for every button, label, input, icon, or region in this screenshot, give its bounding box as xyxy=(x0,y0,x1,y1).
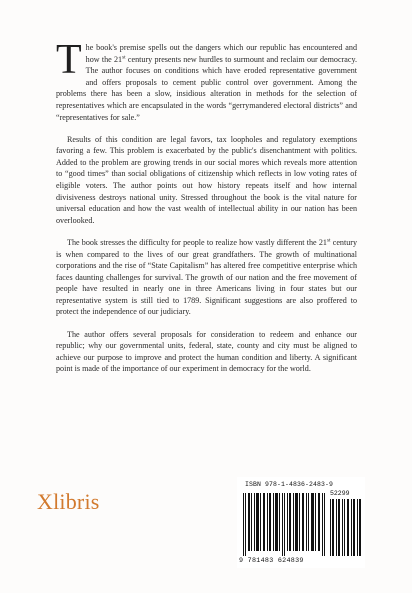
paragraph-3 xyxy=(56,237,357,318)
ean-digits: 9 781483 624839 xyxy=(239,557,304,565)
blurb-text xyxy=(56,37,358,385)
price-code: 52299 xyxy=(330,490,350,497)
drop-cap: T xyxy=(56,37,82,83)
paragraph-2: Results of this condition are legal favors, tax loopholes and regulatory exemptions favoring a few. This problem is exacerbated by the public's disenchantment with politics. Added to the problem are growing trends in our social mores which reveals more attention to “good times” than social obligations of citizenship which reflects in low voting rates of eligible voters. The author points out how history repeats itself and how internal divisiveness destroys national unity. Stressed throughout the book is the vital nature for universal education and how the vast wealth of intellectual ability in our nation has been overlooked. xyxy=(56,134,357,225)
paragraph-1 xyxy=(56,37,358,123)
ean-barcode-bars xyxy=(241,493,327,556)
paragraph-3-text-b: century is when compared to the lives of our great grandfathers. The growth of multinational corporations and the rise of “State Capitalism” has altered free competitive enterprise which faces daunting challenges for survival. The growth of our nation and the free movement of people have resulted in nearly one in three Americans living in four states but our representative system is still tied to 1789. Significant suggestions are also proffered to protect the independence of our judiciary. xyxy=(56,237,357,317)
paragraph-3-text-a: The book stresses the difficulty for people to realize how vastly different the 21 xyxy=(67,237,327,247)
price-addon-bars xyxy=(329,499,362,556)
publisher-logo: Xlibris xyxy=(37,489,100,514)
ordinal-suffix: st xyxy=(122,53,126,60)
paragraph-4: The author offers several proposals for consideration to redeem and enhance our republic; why our governmental units, federal, state, county and city must be aligned to achieve our purpose to improve and protect the human condition and liberty. A significant point is made of the importance of our experiment in democracy for the world. xyxy=(56,329,357,374)
isbn-label: ISBN 978-1-4836-2483-9 xyxy=(245,481,334,488)
isbn-barcode xyxy=(237,477,365,568)
paragraph-1-text-a: he book's premise spells out the dangers which our republic has encountered and how the 21 xyxy=(85,43,357,64)
paragraph-1-text-b: century presents new hurdles to surmount and reclaim our democracy. The author focuses on conditions which have eroded representative government and offers proposals to cement public control over government. Among the problems there has been a slow, insidious alteration in methods for the selection of representatives which are encapsulated in the words “gerrymandered electoral districts” and “representatives for sale.” xyxy=(56,54,358,122)
ordinal-suffix: st xyxy=(326,237,331,244)
